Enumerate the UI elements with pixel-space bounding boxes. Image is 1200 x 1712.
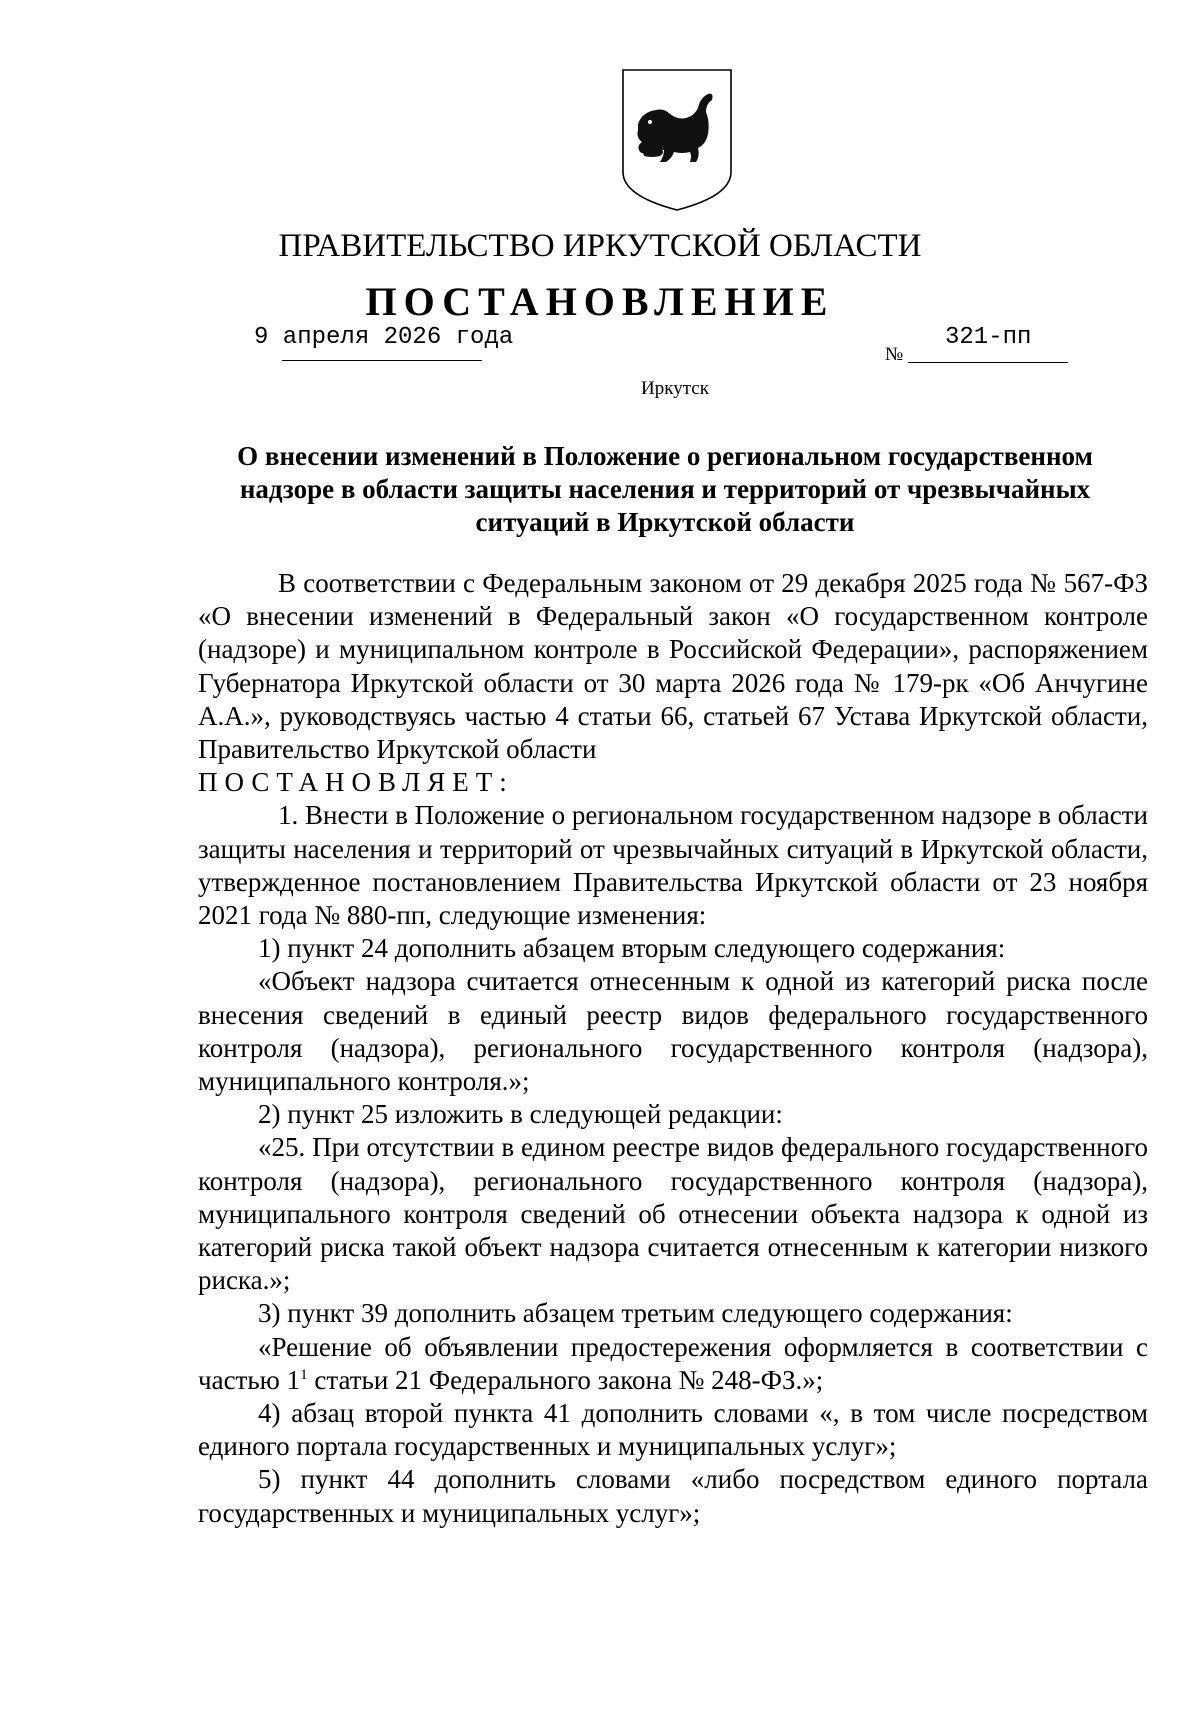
quote-3-part-b: статьи 21 Федерального закона № 248-ФЗ.»; [307,1364,824,1395]
subitem-5: 5) пункт 44 дополнить словами «либо посредством единого портала государственных и муниципальных услуг»; [198,1464,1148,1528]
document-type: ПОСТАНОВЛЕНИЕ [365,279,835,324]
quote-3-part-a: «Решение об объявлении предостережения оформляется в соответствии с частью 1 [198,1331,1148,1395]
quote-3-superscript: 1 [300,1366,308,1383]
decree-word: ПОСТАНОВЛЯЕТ: [198,767,514,798]
quote-2: «25. При отсутствии в едином реестре видов федерального государственного контроля (надзора), регионального государственного контроля (надзора), муниципального контроля сведений об отнесении объекта надзора к одной из категорий риска такой объект надзора считается отнесенным к категории низкого риска.»; [198,1132,1148,1296]
date-underline [282,360,482,361]
quote-3 [198,1331,1148,1397]
subitem-1: 1) пункт 24 дополнить абзацем вторым следующего содержания: [258,933,1006,964]
item-1: 1. Внести в Положение о региональном государственном надзоре в области защиты населения и территорий от чрезвычайных ситуаций в Иркутской области, утвержденное постановлением Правительства Иркутской области от 23 ноября 2021 года № 880-пп, следующие изменения: [198,800,1148,931]
quote-1: «Объект надзора считается отнесенным к одной из категорий риска после внесения сведений в единый реестр видов федерального государственного контроля (надзора), регионального государственного контроля (надзора), муниципального контроля.»; [198,966,1148,1097]
subitem-2: 2) пункт 25 изложить в следующей редакции: [258,1099,783,1130]
subitem-3: 3) пункт 39 дополнить абзацем третьим следующего содержания: [258,1298,1013,1329]
document-number: 321-пп [945,324,1032,351]
coat-of-arms-icon [620,68,734,212]
number-sign: № [885,344,904,365]
preamble: В соответствии с Федеральным законом от 29 декабря 2025 года № 567-ФЗ «О внесении изменений в Федеральный закон «О государственном контроле (надзоре) и муниципальном контроле в Российской Федерации», распоряжением Губернатора Иркутской области от 30 марта 2026 года № 179-рк «Об Анчугине А.А.», руководствуясь частью 4 статьи 66, статьей 67 Устава Иркутской области, Правительство Иркутской области [198,568,1148,765]
document-heading: О внесении изменений в Положение о региональном государственном надзоре в области защиты населения и территорий от чрезвычайных ситуаций в Иркутской области [237,441,1093,537]
subitem-4: 4) абзац второй пункта 41 дополнить словами «, в том числе посредством единого портала государственных и муниципальных услуг»; [198,1398,1148,1462]
government-title: ПРАВИТЕЛЬСТВО ИРКУТСКОЙ ОБЛАСТИ [278,228,922,264]
document-date: 9 апреля 2026 года [254,324,514,351]
number-underline [908,362,1068,363]
document-body [198,567,1148,1530]
city: Иркутск [641,378,709,399]
